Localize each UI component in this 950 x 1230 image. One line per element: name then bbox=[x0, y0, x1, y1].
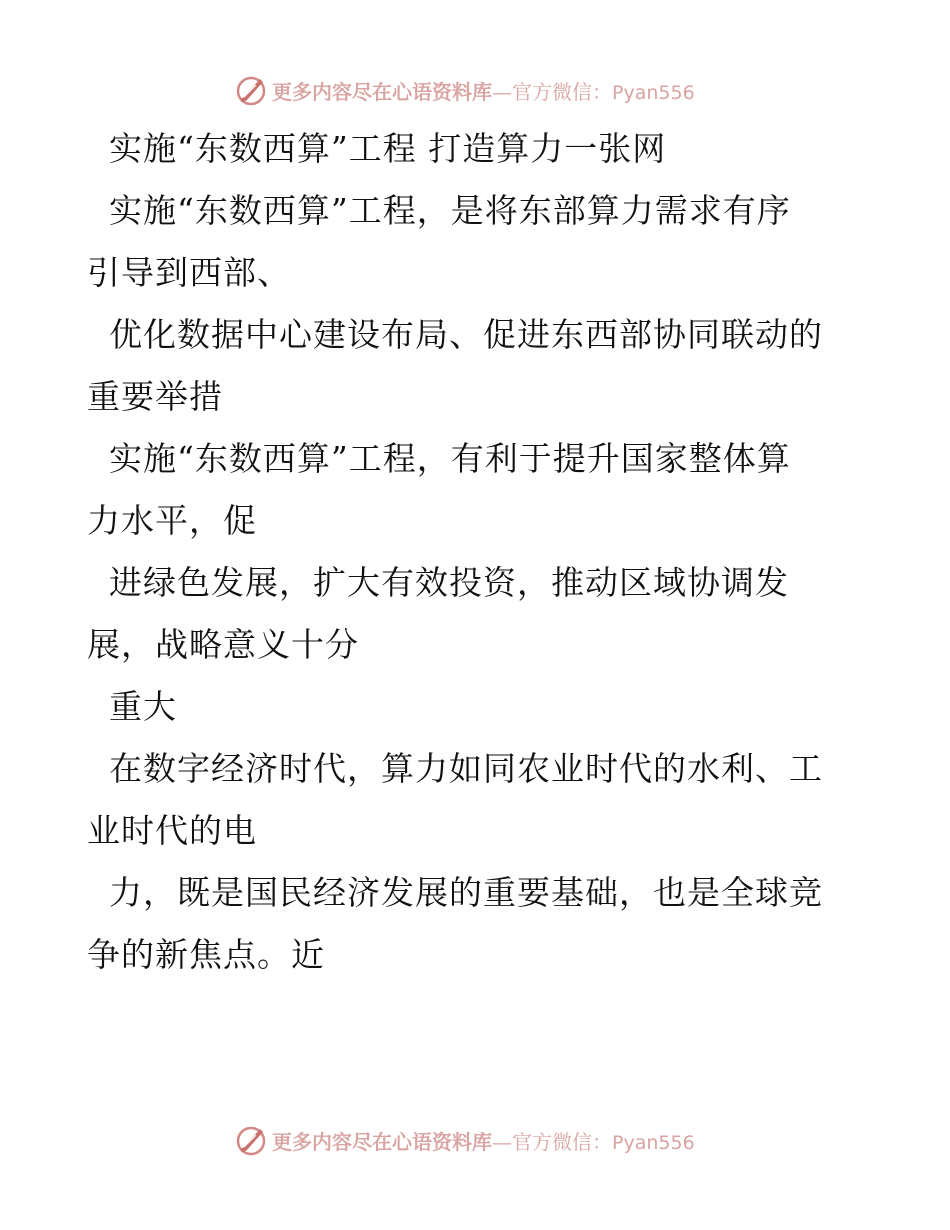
document-body bbox=[87, 118, 838, 986]
paragraph-line: 进绿色发展，扩大有效投资，推动区域协调发 bbox=[109, 563, 789, 602]
paragraph bbox=[98, 676, 838, 738]
paragraph-line: 在数字经济时代，算力如同农业时代的水利、工 bbox=[109, 749, 823, 788]
paragraph-line: 争的新焦点。近 bbox=[87, 935, 325, 974]
paragraph-line: 业时代的电 bbox=[87, 811, 257, 850]
watermark-group bbox=[234, 70, 695, 110]
quill-pen-logo-icon bbox=[234, 73, 268, 107]
watermark-wechat-id: Pyan556 bbox=[612, 1131, 695, 1154]
paragraph bbox=[87, 304, 838, 428]
paragraph bbox=[87, 552, 838, 676]
watermark-wechat-label: 官方微信： bbox=[512, 79, 612, 104]
watermark-dash: — bbox=[492, 79, 512, 104]
paragraph-line: 力水平，促 bbox=[87, 501, 257, 540]
title-line: 实施“东数西算”工程 打造算力一张网 bbox=[109, 129, 667, 168]
paragraph-line: 引导到西部、 bbox=[87, 253, 291, 292]
footer-watermark bbox=[0, 1120, 950, 1160]
paragraph-line: 力，既是国民经济发展的重要基础，也是全球竞 bbox=[109, 873, 823, 912]
paragraph-line: 展，战略意义十分 bbox=[87, 625, 359, 664]
watermark-brand: 更多内容尽在心语资料库 bbox=[272, 79, 492, 104]
watermark-wechat-label: 官方微信： bbox=[512, 1129, 612, 1154]
watermark-text bbox=[272, 76, 695, 105]
quill-pen-logo-icon bbox=[234, 1123, 268, 1157]
paragraph bbox=[87, 180, 838, 304]
watermark-text bbox=[272, 1126, 695, 1155]
watermark-wechat-id: Pyan556 bbox=[612, 81, 695, 104]
paragraph bbox=[87, 428, 838, 552]
header-watermark bbox=[0, 70, 950, 110]
watermark-dash: — bbox=[492, 1129, 512, 1154]
paragraph-line: 重要举措 bbox=[87, 377, 223, 416]
paragraph bbox=[87, 862, 838, 986]
paragraph-line: 重大 bbox=[109, 687, 177, 726]
paragraph bbox=[87, 738, 838, 862]
document-title bbox=[98, 118, 838, 180]
watermark-brand: 更多内容尽在心语资料库 bbox=[272, 1129, 492, 1154]
paragraph-line: 实施“东数西算”工程，是将东部算力需求有序 bbox=[109, 191, 791, 230]
paragraph-line: 优化数据中心建设布局、促进东西部协同联动的 bbox=[109, 315, 823, 354]
paragraph-line: 实施“东数西算”工程，有利于提升国家整体算 bbox=[109, 439, 791, 478]
watermark-group bbox=[234, 1120, 695, 1160]
